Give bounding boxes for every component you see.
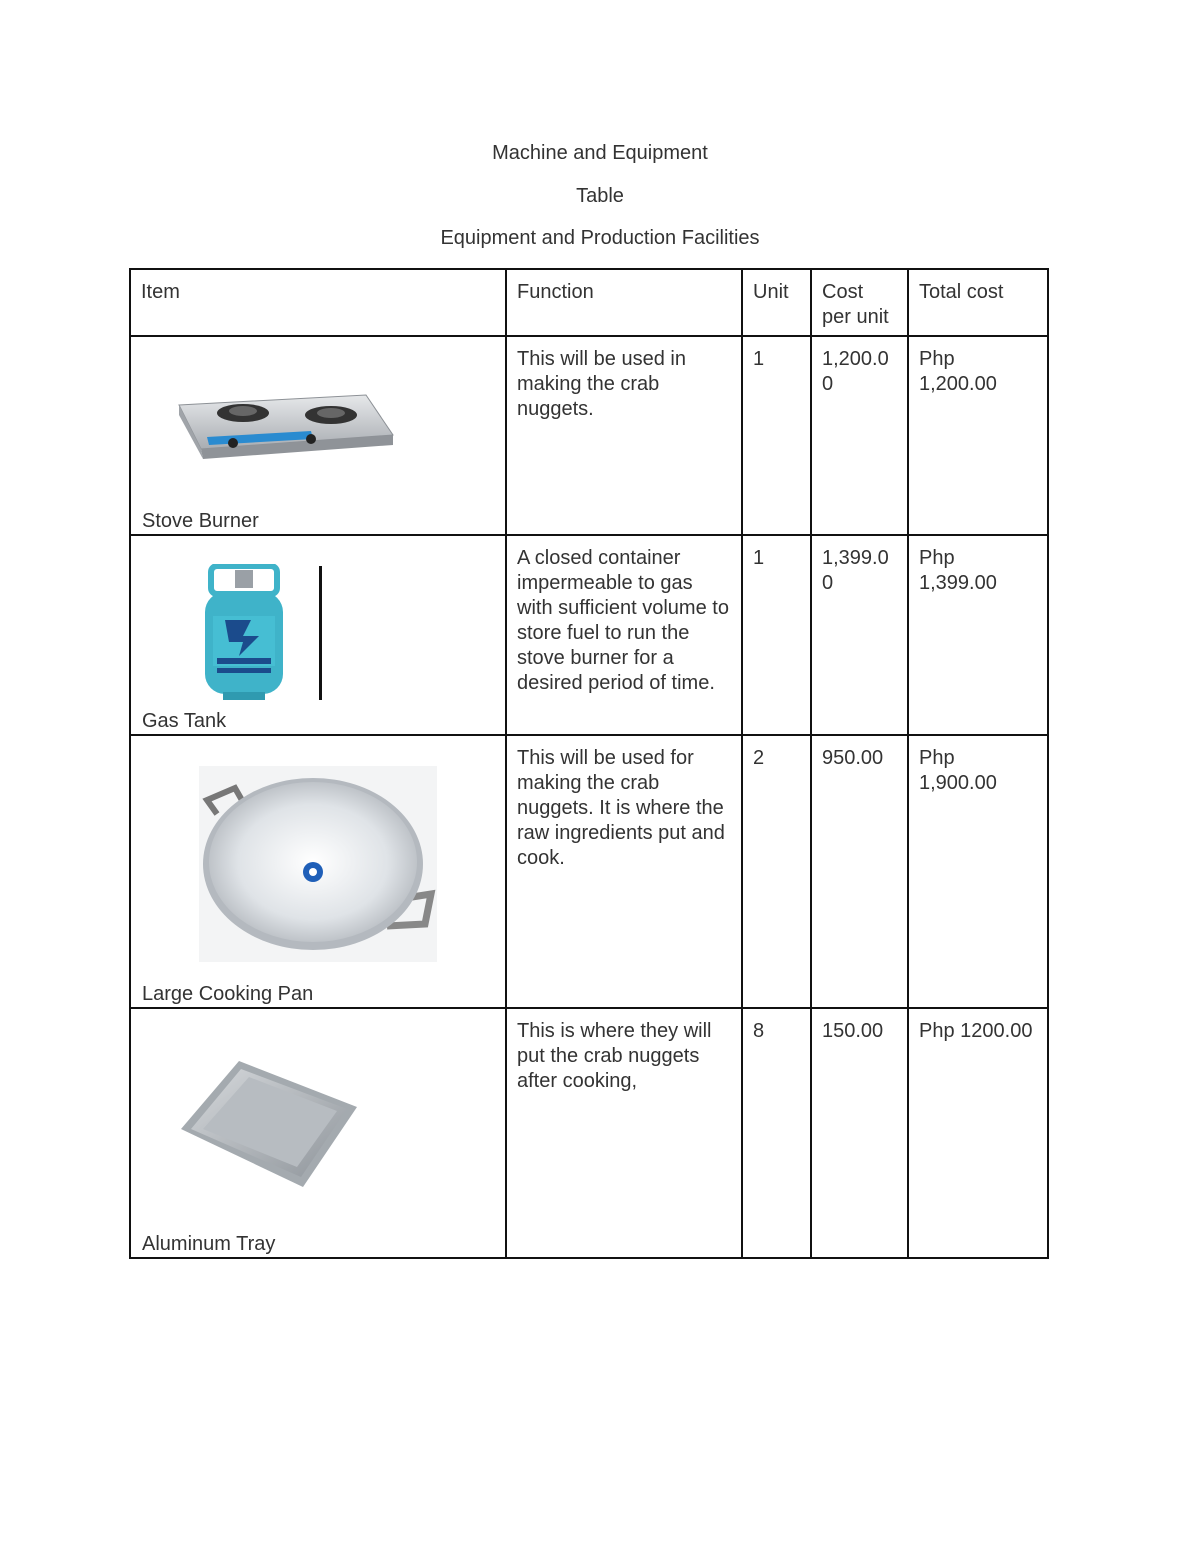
table-row: [130, 735, 1048, 1008]
table-header-row: [130, 269, 1048, 336]
item-name: Aluminum Tray: [142, 1233, 276, 1255]
table-caption: Equipment and Production Facilities: [440, 227, 760, 249]
table-row: [130, 1008, 1048, 1258]
cost-cell: 1,399.00: [811, 535, 908, 735]
table-row: [130, 336, 1048, 535]
cost-cell: 1,200.00: [811, 336, 908, 535]
item-name: Stove Burner: [142, 510, 259, 532]
header-item: Item: [130, 269, 506, 336]
item-cell: [130, 735, 506, 1008]
divider-line: [319, 566, 323, 700]
doc-subtitle: Table: [576, 185, 624, 207]
table-row: [130, 535, 1048, 735]
doc-title: Machine and Equipment: [492, 142, 708, 164]
function-cell: A closed container impermeable to gas with sufficient volume to store fuel to run the stove burner for a desired period of time.: [506, 535, 742, 735]
equipment-table: [129, 268, 1049, 1259]
total-cost-cell: Php 1,900.00: [908, 735, 1048, 1008]
stove-burner-image: [161, 357, 401, 467]
cost-cell: 950.00: [811, 735, 908, 1008]
cost-cell: 150.00: [811, 1008, 908, 1258]
function-cell: This is where they will put the crab nuggets after cooking,: [506, 1008, 742, 1258]
total-cost-cell: Php 1,399.00: [908, 535, 1048, 735]
item-name: Large Cooking Pan: [142, 983, 314, 1005]
header-cost-per-unit: Cost per unit: [811, 269, 908, 336]
unit-cell: 2: [742, 735, 811, 1008]
item-cell: [130, 1008, 506, 1258]
unit-cell: 1: [742, 336, 811, 535]
item-cell: [130, 336, 506, 535]
item-cell: [130, 535, 506, 735]
aluminum-tray-image: [179, 1059, 359, 1191]
total-cost-cell: Php 1200.00: [908, 1008, 1048, 1258]
header-unit: Unit: [742, 269, 811, 336]
unit-cell: 8: [742, 1008, 811, 1258]
header-total-cost: Total cost: [908, 269, 1048, 336]
item-name: Gas Tank: [142, 710, 227, 732]
function-cell: This will be used in making the crab nuggets.: [506, 336, 742, 535]
cooking-pan-image: [199, 766, 437, 962]
unit-cell: 1: [742, 535, 811, 735]
gas-tank-image: [199, 564, 289, 702]
header-function: Function: [506, 269, 742, 336]
total-cost-cell: Php 1,200.00: [908, 336, 1048, 535]
function-cell: This will be used for making the crab nuggets. It is where the raw ingredients put and cook.: [506, 735, 742, 1008]
